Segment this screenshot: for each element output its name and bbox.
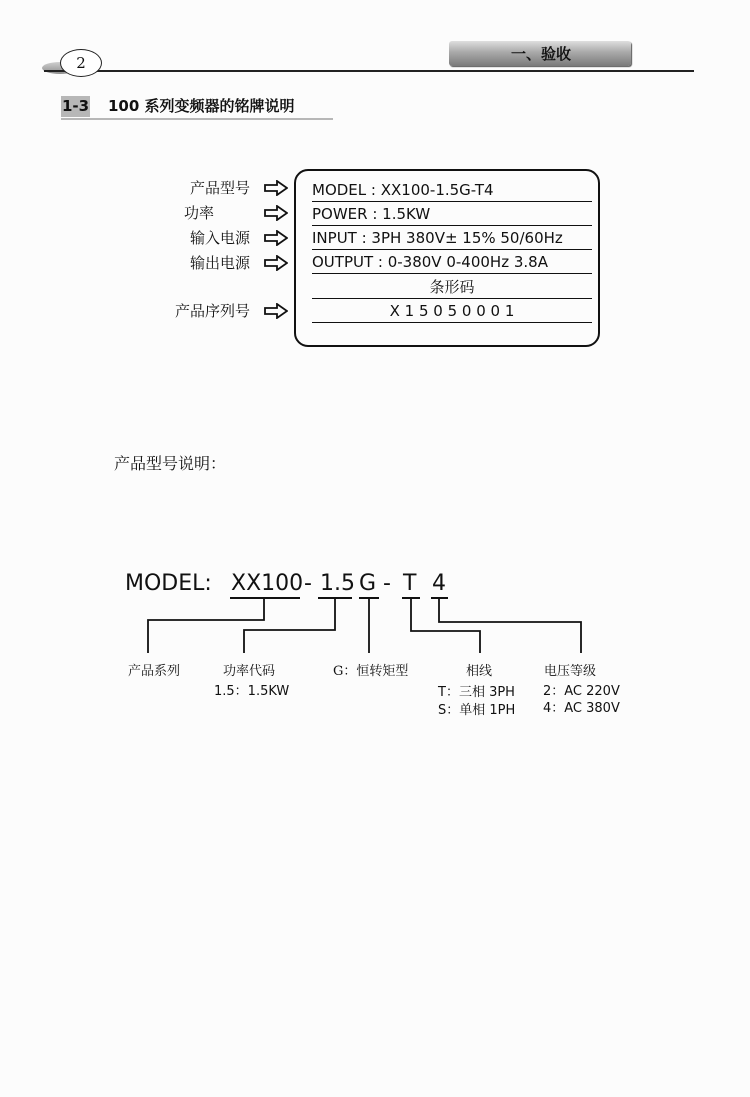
- legend-power-example: 1.5：1.5KW: [214, 684, 290, 699]
- plate-row-input: INPUT : 3PH 380V± 15% 50/60Hz: [312, 226, 592, 250]
- model-seg-dash2: -: [383, 571, 391, 596]
- plate-row-serial: X 1 5 0 5 0 0 0 1: [312, 299, 592, 323]
- section-number: 1-3: [62, 97, 90, 115]
- label-input: 输入电源: [189, 229, 250, 247]
- legend-power-title: 功率代码: [223, 664, 276, 679]
- section-title: 100 系列变频器的铭牌说明: [108, 97, 295, 115]
- legend-voltage-title: 电压等级: [544, 664, 597, 679]
- model-seg-phase: T: [403, 571, 417, 596]
- plate-row-output: OUTPUT : 0-380V 0-400Hz 3.8A: [312, 250, 592, 274]
- plate-row-model: MODEL : XX100-1.5G-T4: [312, 178, 592, 202]
- model-explanation-title: 产品型号说明：: [114, 454, 227, 473]
- legend-phase-t: T：三相 3PH: [438, 685, 515, 700]
- plate-row-barcode: 条形码: [312, 275, 592, 299]
- label-serial: 产品序列号: [174, 302, 250, 320]
- legend-voltage-2: 2：AC 220V: [543, 684, 620, 699]
- chapter-tab: 一、验收: [449, 41, 631, 66]
- legend-series-title: 产品系列: [128, 664, 181, 679]
- label-output: 输出电源: [189, 254, 250, 272]
- model-seg-power: 1.5: [320, 571, 355, 596]
- model-seg-series: XX100: [231, 571, 304, 596]
- page-number: 2: [60, 49, 102, 77]
- model-seg-dash1: -: [304, 571, 312, 596]
- legend-type-title: G：恒转矩型: [333, 664, 409, 679]
- model-seg-voltage: 4: [432, 571, 446, 596]
- legend-phase-s: S：单相 1PH: [438, 703, 516, 718]
- label-power: 功率: [183, 204, 214, 222]
- model-seg-type: G: [359, 571, 377, 596]
- label-model: 产品型号: [189, 179, 250, 197]
- model-prefix: MODEL:: [125, 571, 212, 596]
- legend-voltage-4: 4：AC 380V: [543, 701, 620, 716]
- legend-phase-title: 相线: [466, 664, 493, 679]
- plate-row-power: POWER : 1.5KW: [312, 202, 592, 226]
